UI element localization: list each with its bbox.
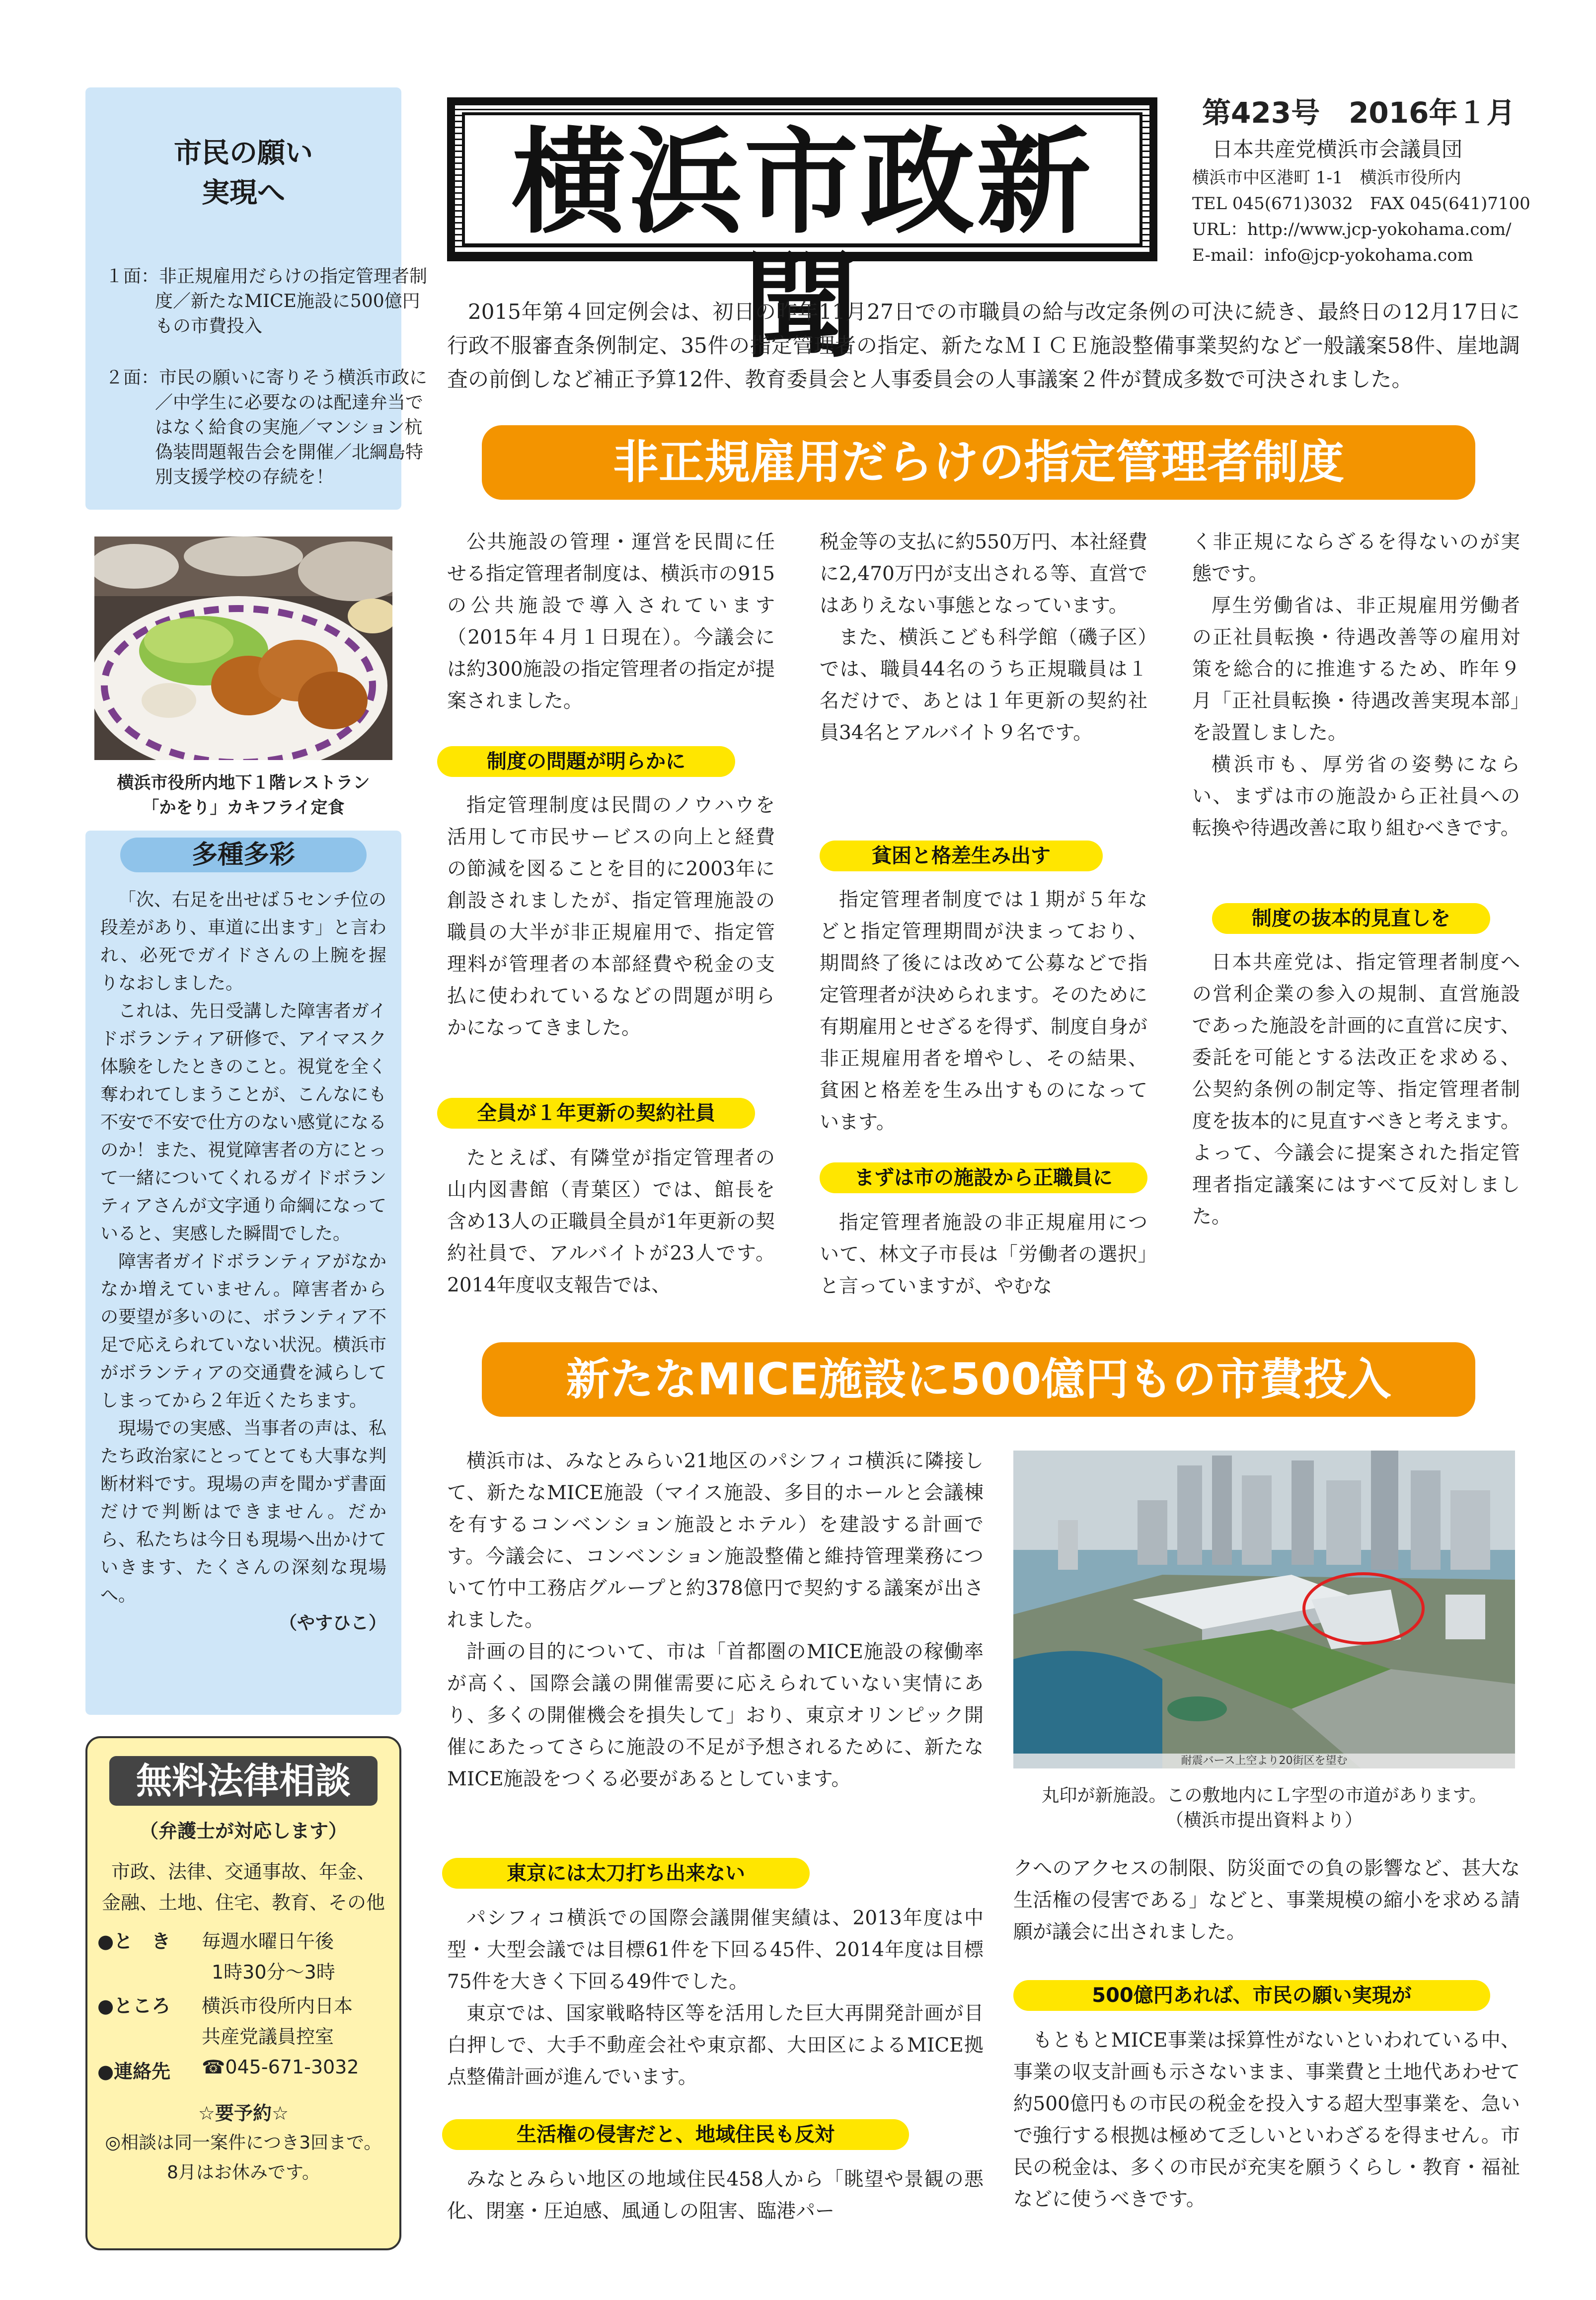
article1-column2-b	[820, 884, 1147, 1139]
column-paragraph: 「次、右足を出せば５センチ位の段差があり、車道に出ます」と言われ、必死でガイドさんの上腕を握りなおしました。	[100, 890, 387, 994]
column-body	[100, 886, 386, 1637]
article1-subhead-2: 全員が１年更新の契約社員	[437, 1098, 755, 1129]
legal-title: 無料法律相談	[136, 1760, 351, 1802]
legal-when-line2: 1時30分～3時	[212, 1961, 335, 1983]
article2-subhead-1: 東京には太刀打ち出来ない	[442, 1858, 810, 1889]
article2-p6: クへのアクセスの制限、防災面での負の影響など、甚大な生活権の侵害である」などと、事業規模の縮小を求める請願が議会に出されました。	[1013, 1857, 1520, 1943]
article1-lead: 公共施設の管理・運営を民間に任せる指定管理者制度は、横浜市の915の公共施設で導入されています（2015年４月１日現在）。今議会には約300施設の指定管理者の指定が提案されました。	[447, 531, 775, 712]
sidebar-contents-box	[85, 87, 428, 510]
article1-column3	[1192, 527, 1520, 844]
article2-p2: 計画の目的について、市は「首都圏のMICE施設の稼働率が高く、国際会議の開催需要に応えられていない実情にあり、多くの開催機会を損失して」おり、東京オリンピック開催にあたってさらに施設の不足が予想されるために、新たなMICE施設をつくる必要があるとしています。	[447, 1641, 984, 1790]
legal-when-line1: 毎週水曜日午後	[202, 1930, 334, 1952]
legal-reservation: ☆要予約☆	[198, 2102, 289, 2124]
column-paragraph: 現場での実感、当事者の声は、私たち政治家にとってとても大事な判断材料です。現場の声を聞かず書面だけで判断はできません。だから、私たちは今日も現場へ出かけていきます、たくさんの深刻な現場へ。	[100, 1418, 387, 1606]
publisher-url: URL：http://www.jcp-yokohama.com/	[1192, 220, 1512, 239]
publisher-email: E-mail：info@jcp-yokohama.com	[1192, 245, 1473, 265]
legal-contact-value: ☎045-671-3032	[202, 2056, 359, 2078]
article1-p3: 税金等の支払に約550万円、本社経費に2,470万円が支出される等、直営ではありえない事態となっています。	[820, 531, 1147, 617]
article2-headline: 新たなMICE施設に500億円もの市費投入	[566, 1354, 1391, 1405]
column-paragraph: これは、先日受講した障害者ガイドボランティア研修で、アイマスク体験をしたときのこと。視覚を全く奪われてしまうことが、こんなにも不安で不安で仕方のない感覚になるのか！また、視覚障害者の方にとって一緒についてくれるガイドボランティアさんが文字通り命綱になっていると、実感した瞬間でした。	[100, 1001, 387, 1244]
article1-column1-c	[447, 1143, 775, 1302]
legal-where-label: ●ところ	[97, 1995, 171, 2017]
article1-column2	[820, 527, 1147, 749]
article1-p10: 日本共産党は、指定管理者制度への営利企業の参入の規制、直営施設であった施設を計画的に直営に戻す、委託を可能とする法改正を求める、公契約条例の制定等、指定管理者制度を抜本的に見直すべきと考えます。よって、今議会に提案された指定管理者指定議案にはすべて反対しました。	[1192, 951, 1520, 1228]
legal-consultation-box	[85, 1736, 401, 2250]
contents-page1: １面：非正規雇用だらけの指定管理者制度／新たなMICE施設に500億円もの市費投入	[105, 266, 428, 336]
article1-column1	[447, 527, 775, 717]
article2-left-text-c	[447, 2164, 984, 2227]
legal-contact-label: ●連絡先	[97, 2061, 171, 2082]
article1-p6: 指定管理者施設の非正規雇用について、林文子市長は「労働者の選択」と言っていますが、やむな	[820, 1212, 1147, 1298]
legal-note-line1: ◎相談は同一案件につき3回まで。	[105, 2133, 382, 2153]
article2-p1: 横浜市は、みなとみらい21地区のパシフィコ横浜に隣接して、新たなMICE施設（マイス施設、多目的ホールと会議棟を有するコンベンション施設とホテル）を建設する計画です。今議会に、コンベンション施設整備と維持管理業務について竹中工務店グループと約378億円で契約する議案が出されました。	[447, 1450, 984, 1631]
article1-p9: 横浜市も、厚労省の姿勢にならい、まずは市の施設から正社員への転換や待遇改善に取り組むべきです。	[1192, 754, 1520, 840]
article1-subhead-4: まずは市の施設から正職員に	[820, 1162, 1147, 1193]
article2-subhead-2: 生活権の侵害だと、地域住民も反対	[442, 2119, 909, 2150]
article2-p4: 東京では、国家戦略特区等を活用した巨大再開発計画が目白押しで、大手不動産会社や東京都、大田区によるMICE拠点整備計画が進んでいます。	[447, 2002, 984, 2088]
article2-subhead-3: 500億円あれば、市民の願い実現が	[1013, 1980, 1490, 2011]
article1-column1-b	[447, 790, 775, 1044]
masthead-title: 横浜市政新聞	[511, 115, 1093, 374]
legal-where-line1: 横浜市役所内日本	[202, 1995, 353, 2017]
article1-p7: く非正規にならざるを得ないのが実態です。	[1192, 531, 1520, 585]
article1-headline: 非正規雇用だらけの指定管理者制度	[612, 436, 1344, 489]
contents-page2: ２面：市民の願いに寄りそう横浜市政に／中学生に必要なのは配達弁当ではなく給食の実施／マンション杭偽装問題報告会を開催／北綱島特別支援学校の存続を！	[105, 368, 428, 487]
column-title: 多種多彩	[191, 840, 295, 870]
column-box	[85, 831, 401, 1715]
photo-caption-line1: 横浜市役所内地下１階レストラン	[117, 773, 370, 793]
article1-p5: 指定管理者制度では１期が５年などと指定管理期間が決まっており、期間終了後には改めて公募などで指定管理者が決められます。そのために有期雇用とせざるを得ず、制度自身が非正規雇用者を増やし、その結果、貧困と格差を生み出すものになっています。	[820, 889, 1147, 1134]
article2-right-text	[1013, 1853, 1520, 1948]
legal-when-label: ●と き	[97, 1930, 171, 1952]
article2-left-text	[447, 1446, 984, 1795]
mice-aerial-photo	[1013, 1451, 1515, 1768]
intro-paragraph	[447, 295, 1520, 396]
publisher-address: 横浜市中区港町 1-1 横浜市役所内	[1192, 168, 1461, 188]
publisher: 日本共産党横浜市会議員団	[1212, 137, 1463, 161]
article1-p4: また、横浜こども科学館（磯子区）では、職員44名のうち正規職員は１名だけで、あとは１年更新の契約社員34名とアルバイト９名です。	[820, 626, 1147, 744]
article2-right-text-b	[1013, 2025, 1520, 2216]
article1-p1: 指定管理制度は民間のノウハウを活用して市民サービスの向上と経費の節減を図ることを目的に2003年に創設されましたが、指定管理施設の職員の大半が非正規雇用で、指定管理料が管理者の本部経費や税金の支払に使われているなどの問題が明らかになってきました。	[447, 794, 775, 1039]
sidebar-title-line1: 市民の願い	[174, 137, 313, 169]
article1-p2: たとえば、有隣堂が指定管理者の山内図書館（青葉区）では、館長を含め13人の正職員全員が1年更新の契約社員で、アルバイトが23人です。2014年度収支報告では、	[447, 1147, 775, 1297]
restaurant-photo	[94, 537, 392, 760]
column-signature: （やすひこ）	[279, 1613, 386, 1633]
article2-p7: もともとMICE事業は採算性がないといわれている中、事業の収支計画も示さないまま、事業費と土地代あわせて約500億円もの市民の税金を投入する超大型事業を、急いで強行する根拠は極めて乏しいといわざるを得ません。市民の税金は、多くの市民が充実を願うくらし・教育・福祉などに使うべきです。	[1013, 2029, 1520, 2211]
legal-topics-line1: 市政、法律、交通事故、年金、	[111, 1861, 376, 1883]
intro-text: 2015年第４回定例会は、初日の昨年11月27日での市職員の給与改定条例の可決に続き、最終日の12月17日に行政不服審査条例制定、35件の指定管理者の指定、新たなＭＩＣＥ施設整備事業契約など一般議案58件、崖地調査の前倒しなど補正予算12件、教育委員会と人事委員会の人事議案２件が賛成多数で可決されました。	[447, 300, 1520, 391]
article1-column2-c	[820, 1207, 1147, 1303]
column-paragraph: 障害者ガイドボランティアがなかなか増えていません。障害者からの要望が多いのに、ボランティア不足で応えられていない状況。横浜市がボランティアの交通費を減らしてしまってから２年近くたちます。	[100, 1251, 387, 1411]
legal-where-line2: 共産党議員控室	[202, 2026, 334, 2048]
legal-note-line2: 8月はお休みです。	[166, 2162, 320, 2183]
article1-subhead-1: 制度の問題が明らかに	[437, 746, 735, 777]
photo-caption-line2: 「かをり」カキフライ定食	[142, 798, 345, 818]
publisher-tel-fax: TEL 045(671)3032 FAX 045(641)7100	[1192, 194, 1530, 214]
article2-p3: パシフィコ横浜での国際会議開催実績は、2013年度は中型・大型会議では目標61件を下回る45件、2014年度は目標75件を大きく下回る49件でした。	[447, 1907, 984, 1993]
legal-subtitle: （弁護士が対応します）	[139, 1820, 347, 1842]
article1-column3-b	[1192, 947, 1520, 1233]
issue-number: 第423号 2016年１月	[1202, 96, 1516, 130]
sidebar-title-line2: 実現へ	[202, 177, 285, 209]
article1-subhead-5: 制度の抜本的見直しを	[1212, 903, 1490, 934]
aerial-caption-line1: 丸印が新施設。この敷地内にＬ字型の市道があります。	[1041, 1785, 1487, 1806]
aerial-caption-line2: （横浜市提出資料より）	[1165, 1810, 1363, 1831]
article1-p8: 厚生労働省は、非正規雇用労働者の正社員転換・待遇改善等の雇用対策を総合的に推進するため、昨年９月「正社員転換・待遇改善実現本部」を設置しました。	[1192, 595, 1520, 744]
legal-topics-line2: 金融、土地、住宅、教育、その他	[101, 1892, 385, 1914]
aerial-photo-label: 耐震バース上空より20街区を望む	[1181, 1755, 1348, 1767]
article2-left-text-b	[447, 1903, 984, 2093]
article2-p5: みなとみらい地区の地域住民458人から「眺望や景観の悪化、閉塞・圧迫感、風通しの阻害、臨港パー	[447, 2168, 984, 2223]
article1-subhead-3: 貧困と格差生み出す	[820, 841, 1103, 871]
